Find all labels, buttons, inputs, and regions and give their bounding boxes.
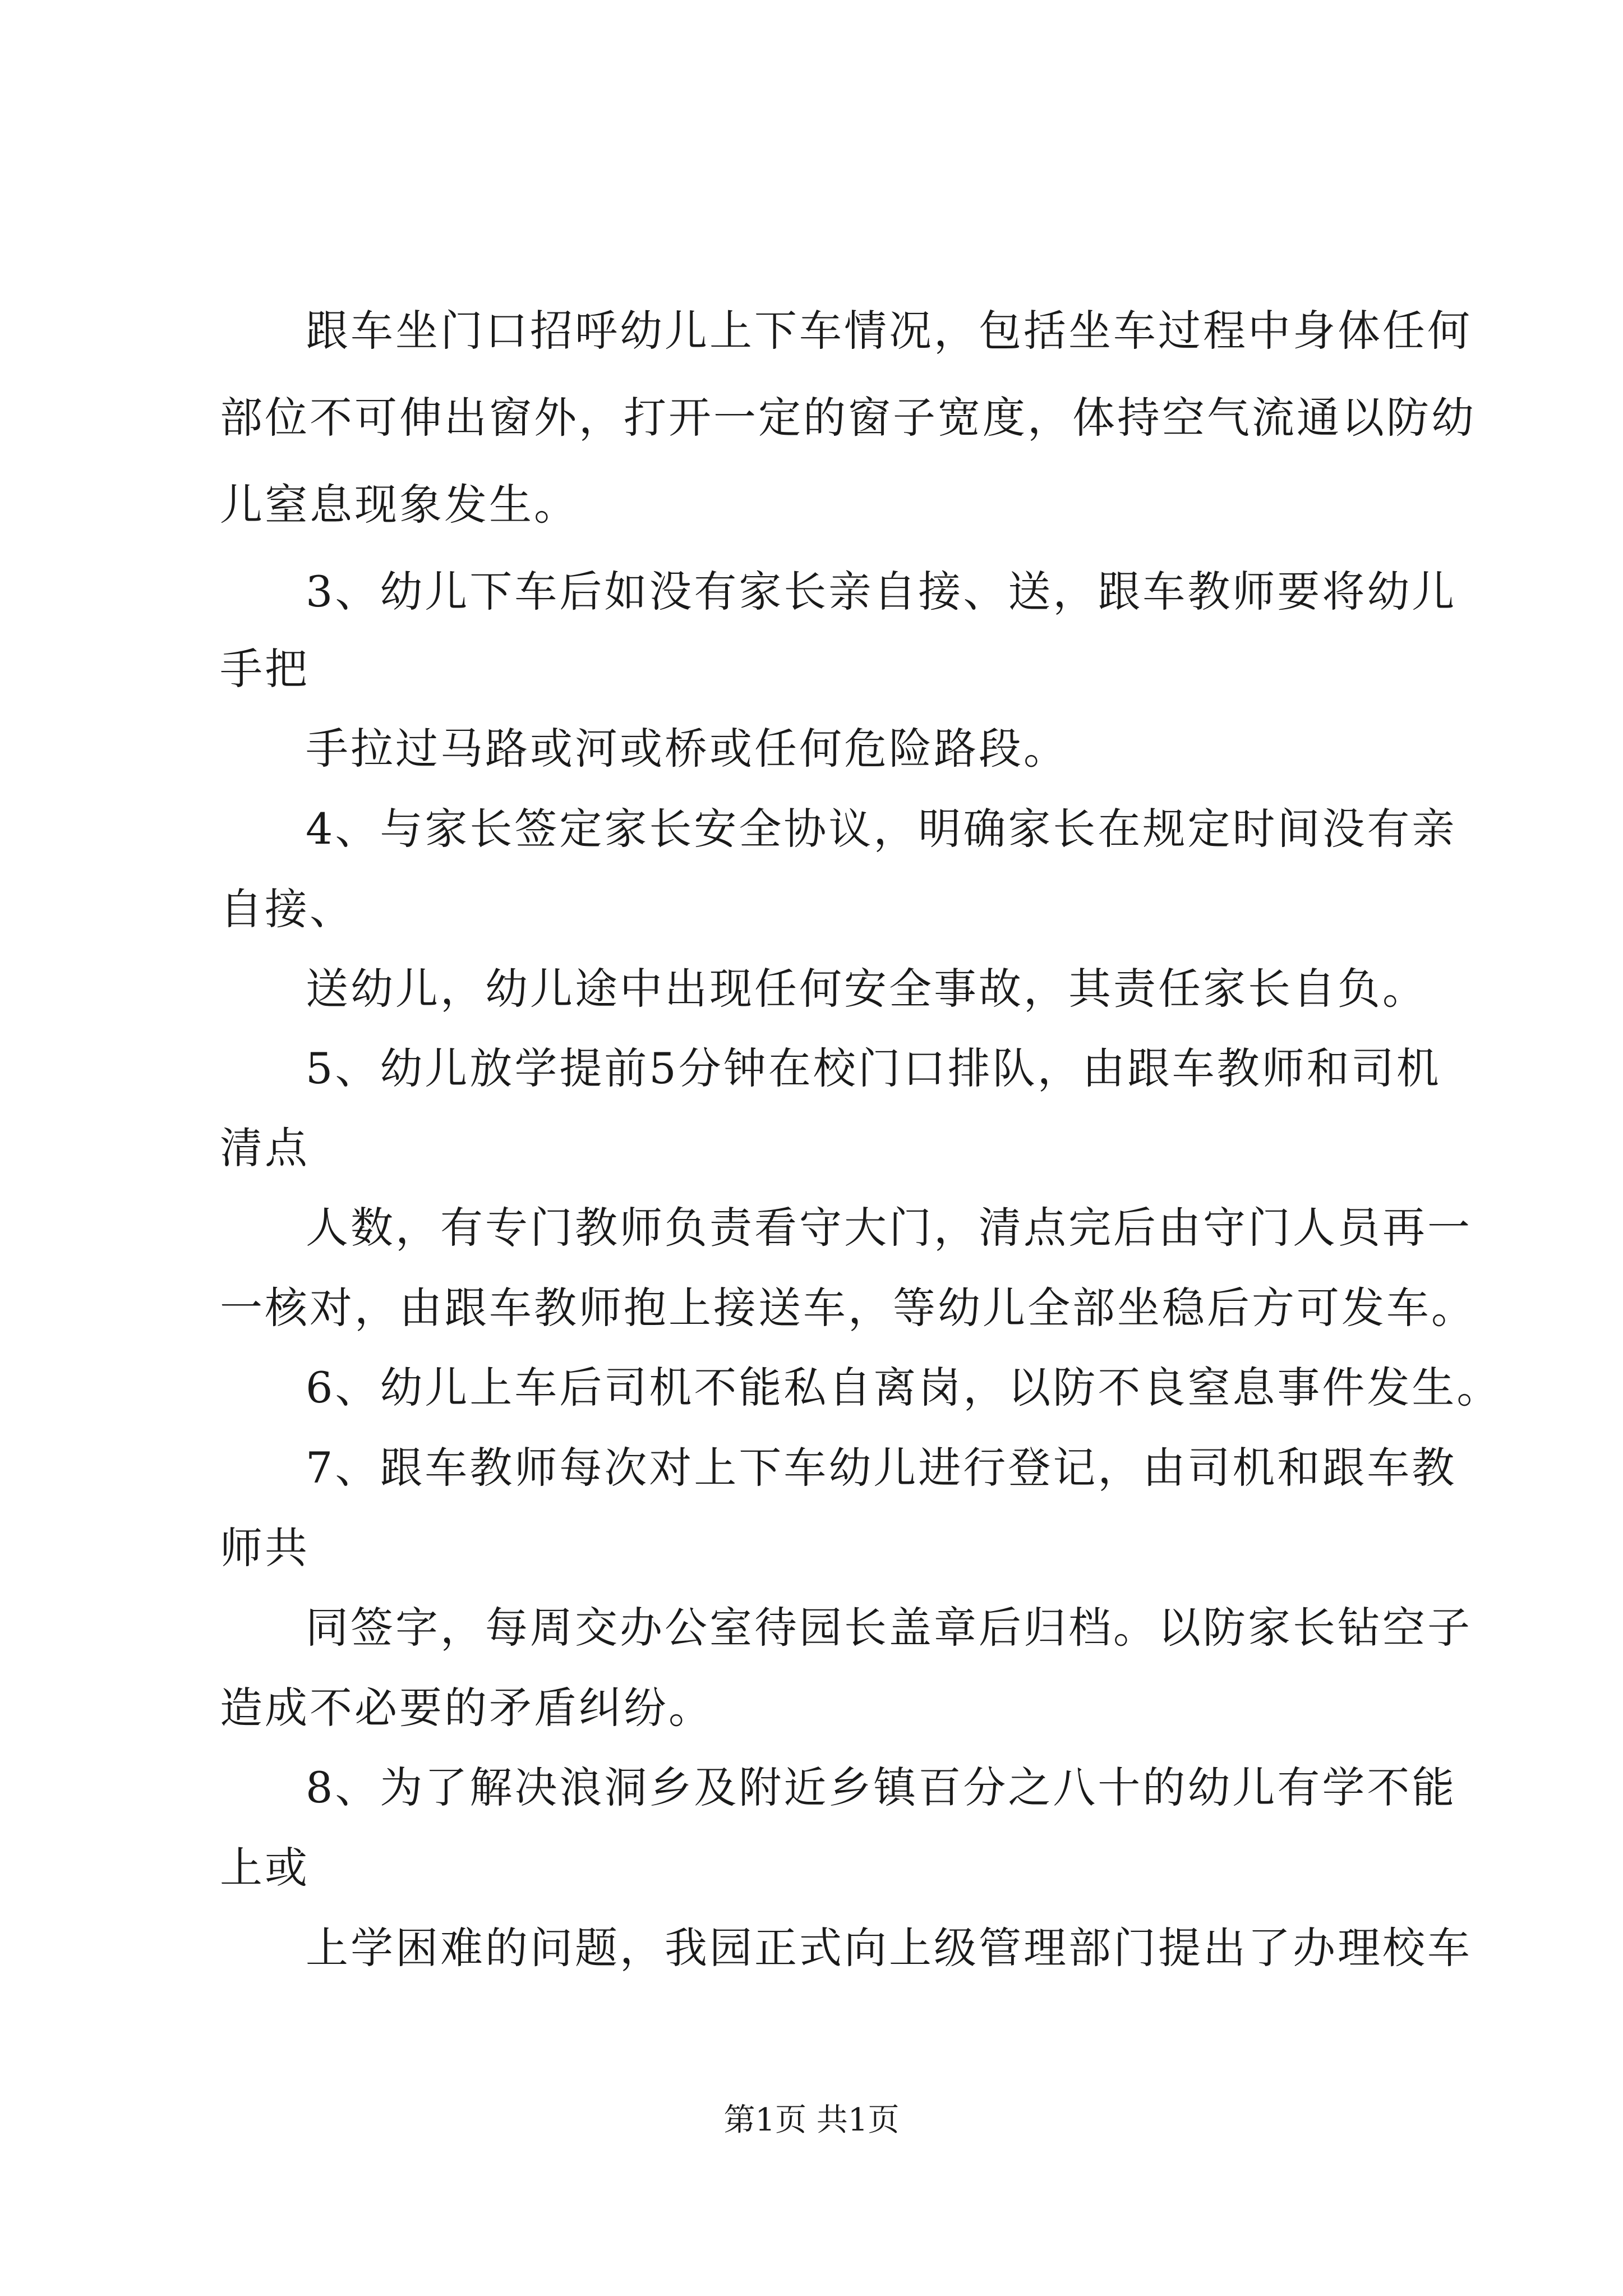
- text-line: 师共: [220, 1523, 310, 1573]
- text-line: 上学困难的问题，我园正式向上级管理部门提出了办理校车: [306, 1923, 1472, 1973]
- text-line: 造成不必要的矛盾纠纷。: [220, 1683, 713, 1733]
- text-line: 自接、: [220, 884, 354, 934]
- text-line: 6、幼儿上车后司机不能私自离岗，以防不良窒息事件发生。: [306, 1363, 1502, 1412]
- page-footer: 第1页 共1页: [723, 2102, 900, 2138]
- text-line: 3、幼儿下车后如没有家长亲自接、送，跟车教师要将幼儿: [306, 567, 1457, 616]
- text-line: 人数，有专门教师负责看守大门，清点完后由守门人员再一: [306, 1203, 1472, 1253]
- text-line: 5、幼儿放学提前5分钟在校门口排队，由跟车教师和司机: [306, 1043, 1441, 1093]
- text-line: 跟车坐门口招呼幼儿上下车情况，包括坐车过程中身体任何: [306, 306, 1472, 356]
- text-line: 7、跟车教师每次对上下车幼儿进行登记，由司机和跟车教: [306, 1443, 1457, 1493]
- text-line: 上或: [220, 1843, 310, 1893]
- text-line: 手拉过马路或河或桥或任何危险路段。: [306, 724, 1068, 774]
- text-line: 送幼儿，幼儿途中出现任何安全事故，其责任家长自负。: [306, 964, 1427, 1014]
- text-line: 部位不可伸出窗外，打开一定的窗子宽度，体持空气流通以防幼: [220, 393, 1476, 443]
- text-line: 同签字，每周交办公室待园长盖章后归档。以防家长钻空子: [306, 1603, 1472, 1653]
- text-line: 8、为了解决浪洞乡及附近乡镇百分之八十的幼儿有学不能: [306, 1763, 1457, 1812]
- text-line: 儿窒息现象发生。: [220, 480, 579, 530]
- text-line: 一核对，由跟车教师抱上接送车，等幼儿全部坐稳后方可发车。: [220, 1283, 1476, 1333]
- text-line: 4、与家长签定家长安全协议，明确家长在规定时间没有亲: [306, 804, 1457, 854]
- text-line: 手把: [220, 644, 310, 694]
- text-line: 清点: [220, 1123, 310, 1173]
